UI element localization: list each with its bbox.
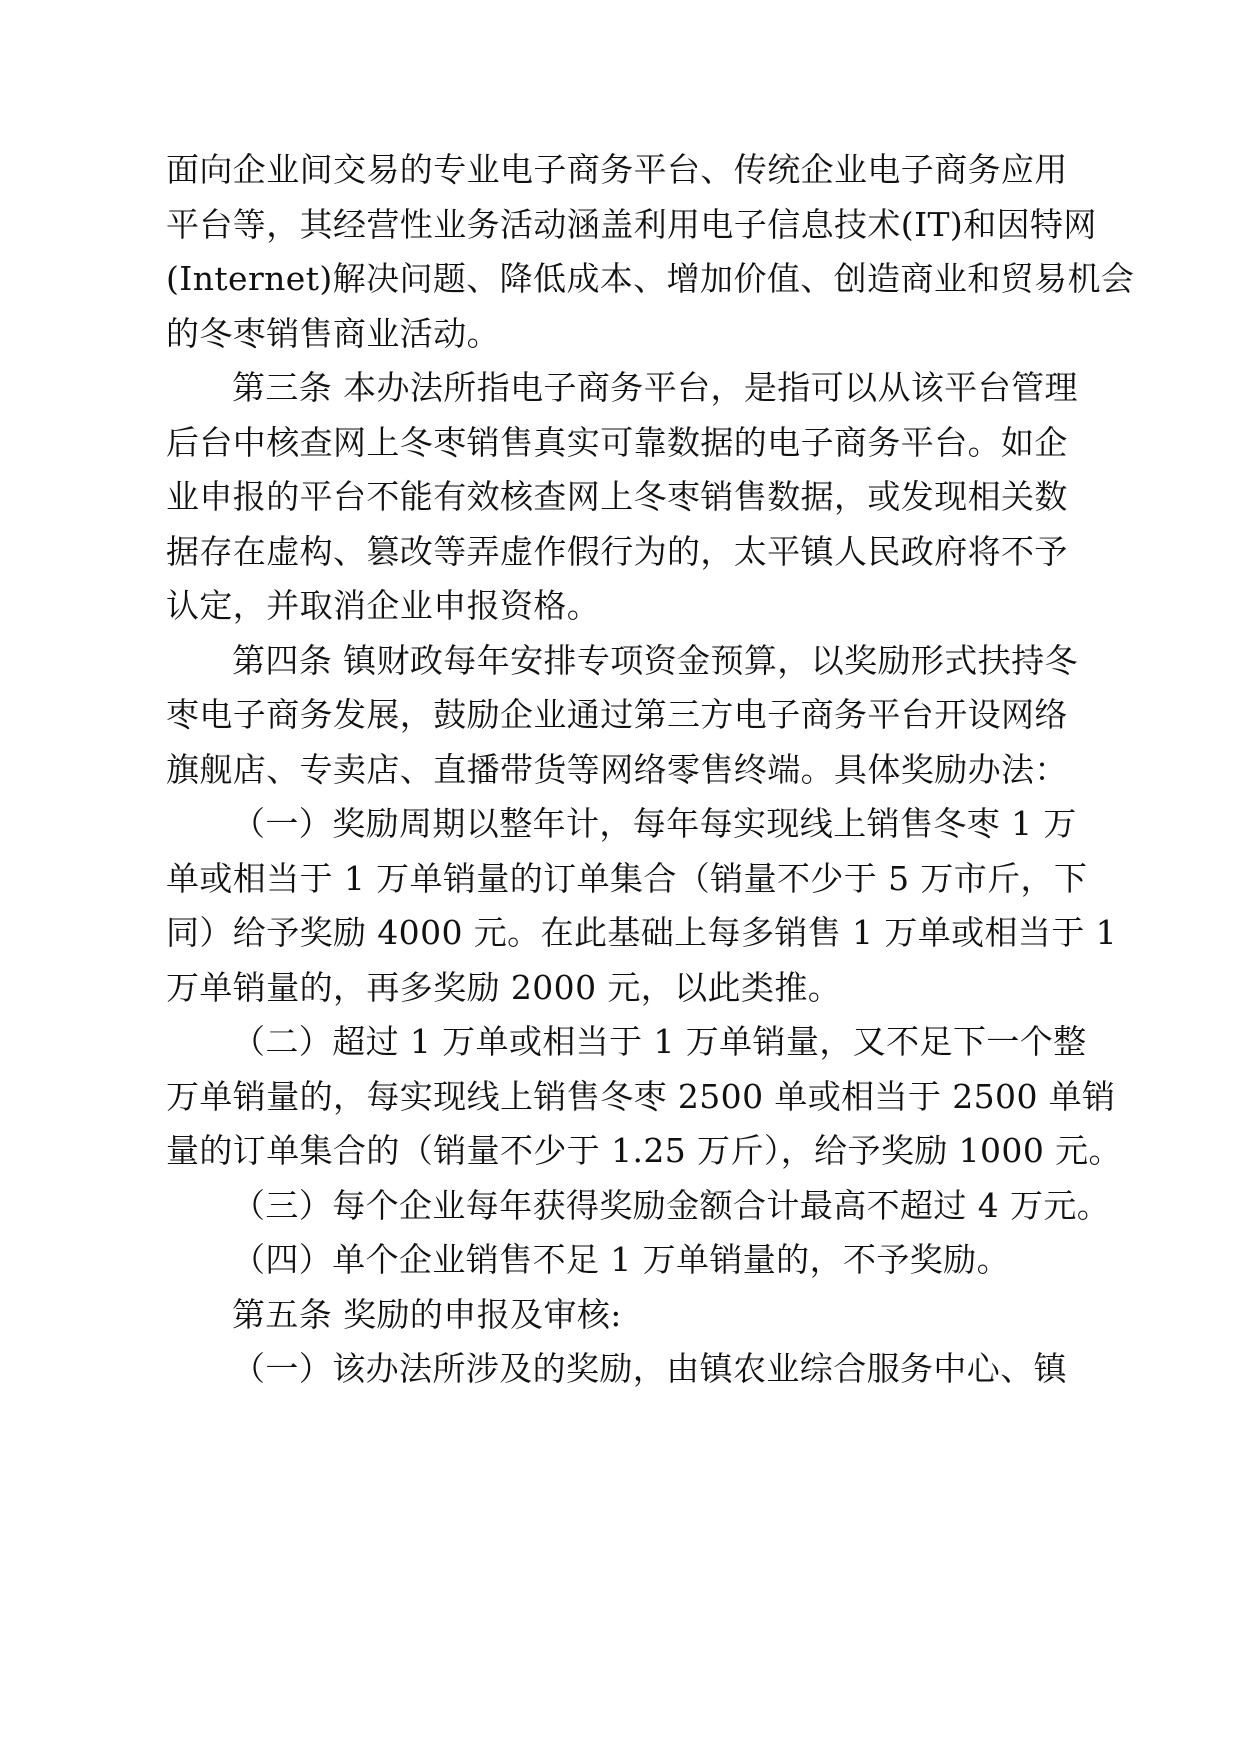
- text-line-7: 业申报的平台不能有效核查网上冬枣销售数据，或发现相关数: [166, 477, 1068, 516]
- text-line-19: 量的订单集合的（销量不少于 1.25 万斤），给予奖励 1000 元。: [166, 1131, 1122, 1170]
- article-5-heading-line: 第五条 奖励的申报及审核:: [232, 1295, 622, 1334]
- text-line-6: 后台中核查网上冬枣销售真实可靠数据的电子商务平台。如企: [166, 423, 1068, 462]
- text-line-15: 同）给予奖励 4000 元。在此基础上每多销售 1 万单或相当于 1: [166, 913, 1118, 952]
- clause-4-line: （四）单个企业销售不足 1 万单销量的，不予奖励。: [232, 1240, 1010, 1279]
- text-line-14: 单或相当于 1 万单销量的订单集合（销量不少于 5 万市斤，下: [166, 859, 1088, 898]
- text-line-11: 枣电子商务发展，鼓励企业通过第三方电子商务平台开设网络: [166, 695, 1068, 734]
- text-line-9: 认定，并取消企业申报资格。: [166, 586, 601, 625]
- text-line-4: 的冬枣销售商业活动。: [166, 314, 500, 353]
- text-line-1: 面向企业间交易的专业电子商务平台、传统企业电子商务应用: [166, 150, 1068, 189]
- clause-1-line: （一）奖励周期以整年计，每年每实现线上销售冬枣 1 万: [232, 804, 1077, 843]
- text-line-12: 旗舰店、专卖店、直播带货等网络零售终端。具体奖励办法：: [166, 750, 1068, 789]
- text-line-3: (Internet)解决问题、降低成本、增加价值、创造商业和贸易机会: [166, 259, 1135, 298]
- text-line-2: 平台等，其经营性业务活动涵盖利用电子信息技术(IT)和因特网: [166, 205, 1097, 244]
- clause-2-line: （二）超过 1 万单或相当于 1 万单销量，又不足下一个整: [232, 1022, 1087, 1061]
- article-3-heading-line: 第三条 本办法所指电子商务平台，是指可以从该平台管理: [232, 368, 1078, 407]
- text-line-8: 据存在虚构、篡改等弄虚作假行为的，太平镇人民政府将不予: [166, 532, 1068, 571]
- article-5-clause-1-line: （一）该办法所涉及的奖励，由镇农业综合服务中心、镇: [232, 1349, 1067, 1388]
- text-line-18: 万单销量的，每实现线上销售冬枣 2500 单或相当于 2500 单销: [166, 1077, 1116, 1116]
- clause-3-line: （三）每个企业每年获得奖励金额合计最高不超过 4 万元。: [232, 1186, 1111, 1225]
- text-line-16: 万单销量的，再多奖励 2000 元，以此类推。: [166, 968, 842, 1007]
- article-4-heading-line: 第四条 镇财政每年安排专项资金预算，以奖励形式扶持冬: [232, 641, 1078, 680]
